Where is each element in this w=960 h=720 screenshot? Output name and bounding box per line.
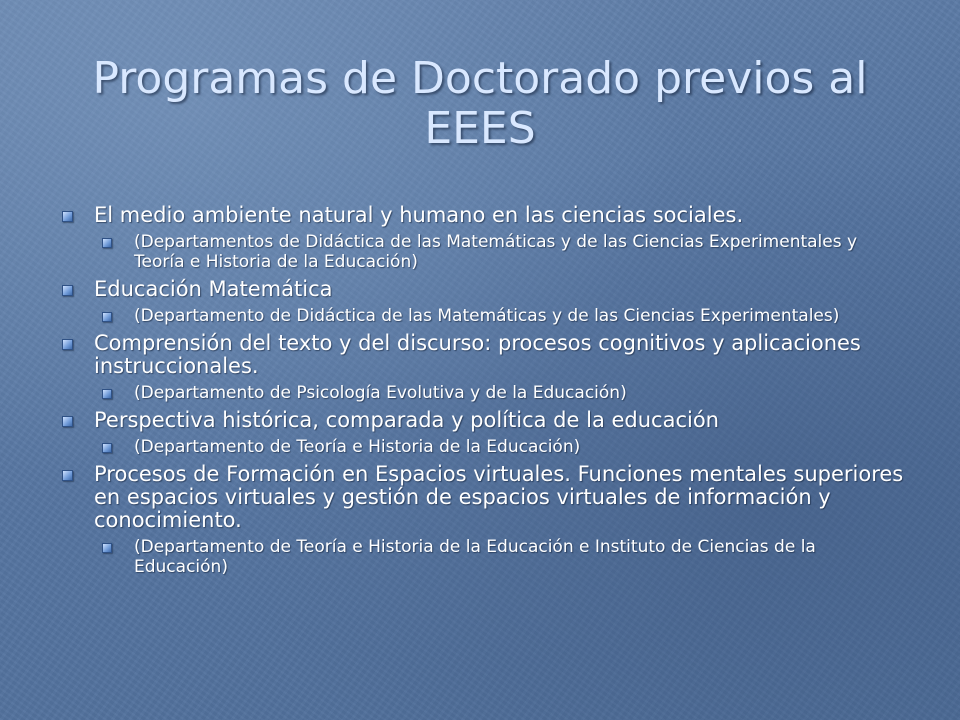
square-bullet-icon [102, 312, 112, 322]
department-text: (Departamento de Teoría e Historia de la Educación) [134, 437, 581, 457]
square-bullet-icon [102, 238, 112, 248]
program-name: El medio ambiente natural y humano en las ciencias sociales. [94, 203, 744, 227]
program-item [62, 332, 912, 378]
square-bullet-icon [62, 416, 73, 427]
program-item [62, 278, 912, 301]
square-bullet-icon [62, 470, 73, 481]
department-item [102, 537, 912, 577]
program-name: Educación Matemática [94, 277, 333, 301]
department-item [102, 437, 912, 457]
square-bullet-icon [102, 443, 112, 453]
square-bullet-icon [62, 211, 73, 222]
square-bullet-icon [62, 285, 73, 296]
department-text: (Departamento de Didáctica de las Matemáticas y de las Ciencias Experimentales) [134, 306, 840, 326]
program-item [62, 409, 912, 432]
department-item [102, 383, 912, 403]
department-item [102, 306, 912, 326]
slide-title: Programas de Doctorado previos al EEES [92, 53, 868, 154]
square-bullet-icon [102, 389, 112, 399]
square-bullet-icon [102, 543, 112, 553]
program-name: Perspectiva histórica, comparada y política de la educación [94, 408, 719, 432]
program-name: Comprensión del texto y del discurso: procesos cognitivos y aplicaciones instruccionales. [94, 331, 861, 378]
department-text: (Departamento de Psicología Evolutiva y de la Educación) [134, 383, 627, 403]
program-name: Procesos de Formación en Espacios virtuales. Funciones mentales superiores en espacios virtuales y gestión de espacios virtuales de información y conocimiento. [94, 462, 904, 532]
square-bullet-icon [62, 339, 73, 350]
department-text: (Departamento de Teoría e Historia de la Educación e Instituto de Ciencias de la Educación) [134, 537, 816, 577]
department-item [102, 232, 912, 272]
department-text: (Departamentos de Didáctica de las Matemáticas y de las Ciencias Experimentales y Teoría e Historia de la Educación) [134, 232, 858, 272]
program-list [62, 204, 912, 577]
program-item [62, 204, 912, 227]
program-item [62, 463, 912, 532]
